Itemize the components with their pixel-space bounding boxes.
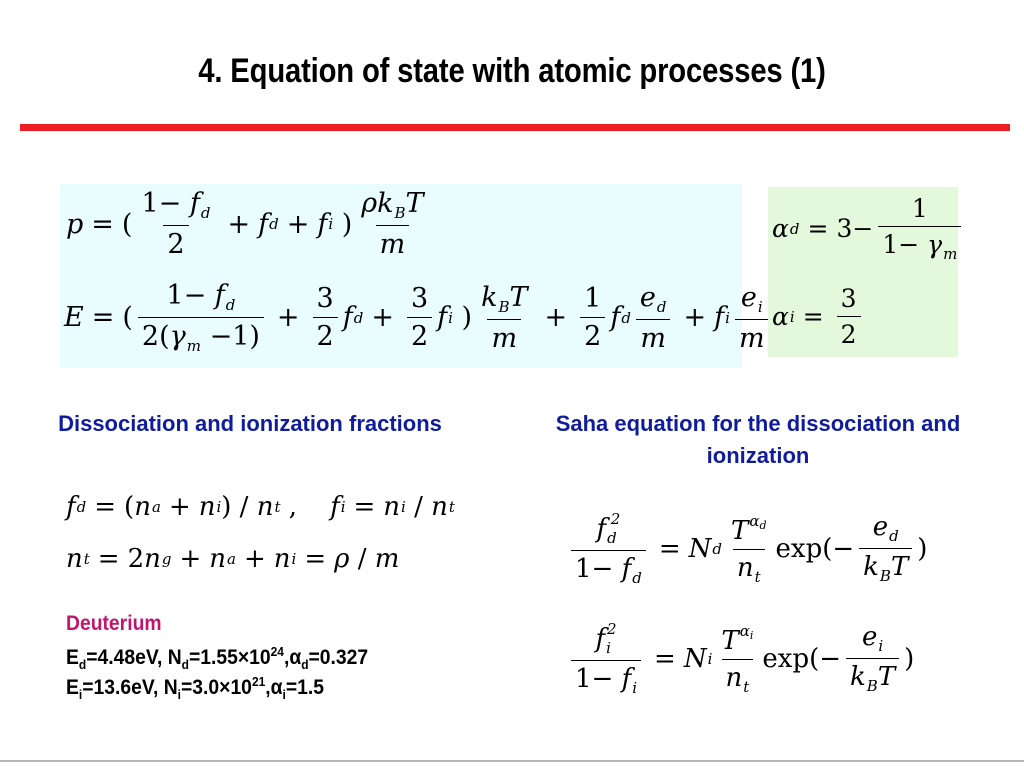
deuterium-ionization-params: $E_i=13.6eV$, $N_i=3.0\times 10^{21},\alpha_i=1.5$ bbox=[66, 674, 324, 703]
fractions-heading: Dissociation and ionization fractions bbox=[58, 411, 442, 436]
pressure-equation: p = ( $\frac{1- f_d}{2}$ + f d + f i ) $\frac{\rho k_BT}{m}$ bbox=[66, 188, 424, 260]
deuterium-dissociation-params: $E_d=4.48eV$, $N_d=1.55\times 10^{24},\alpha_d=0.327$ bbox=[66, 644, 369, 673]
alpha-i-equation: α i = $\frac{3}{2}$ bbox=[772, 284, 866, 349]
energy-equation: E = ( $\frac{1- f_d}{2(\gamma_m -1)}$ + $\frac{3}{2}$ f d + $\frac{3}{2}$ f i ) $\frac{k_BT}{m}$ + $\frac{1}{2}$ f d $\frac{e_d}{m}$ + f i $\frac{e_i}{m}$ bbox=[64, 280, 774, 355]
alpha-d-equation: α d = 3− $\frac{1}{1- \gamma_m}$ bbox=[772, 194, 966, 263]
saha-dissociation-equation: $\frac{f_d^2}{1- f_d}$ = N d $\frac{T^{\alpha_d}}{n_t}$ exp(− $\frac{e_d}{k_BT}$ ) bbox=[566, 510, 927, 587]
slide-title: 4. Equation of state with atomic processes (1) bbox=[198, 52, 826, 90]
title-underline-bar bbox=[20, 124, 1010, 131]
saha-ionization-equation: $\frac{f_i^2}{1- f_i}$ = N i $\frac{T^{\alpha_i}}{n_t}$ exp(− $\frac{e_i}{k_BT}$ ) bbox=[566, 620, 914, 697]
slide-bottom-rule bbox=[0, 760, 1024, 762]
fractions-equation: f d = ( n a + n i ) / n t , f i = n i / n t bbox=[66, 492, 455, 522]
deuterium-label: Deuterium bbox=[66, 612, 162, 635]
saha-heading: Saha equation for the dissociation and ionization bbox=[555, 411, 961, 468]
density-equation: n t = 2 n g + n a + n i = ρ / m bbox=[66, 544, 400, 574]
